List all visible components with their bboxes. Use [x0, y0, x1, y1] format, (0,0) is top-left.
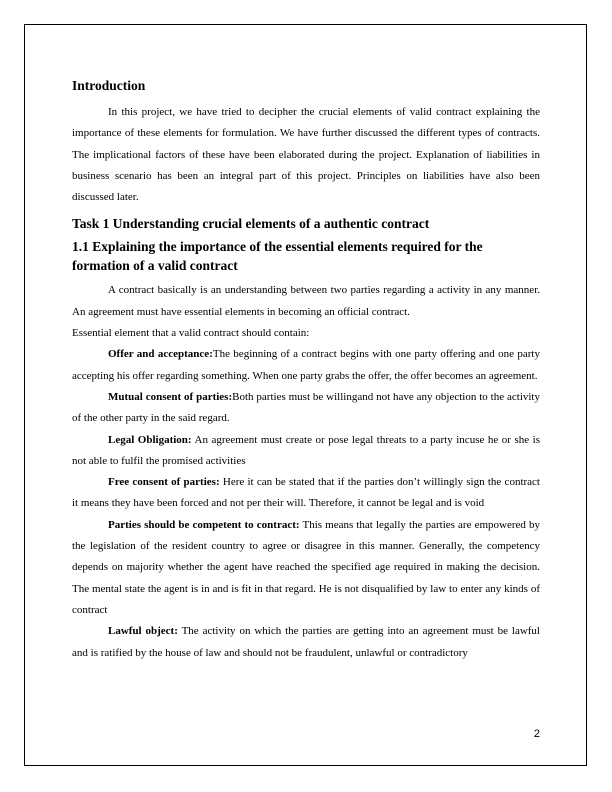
element-lead: Offer and acceptance:	[108, 348, 213, 361]
element-lawful-object	[72, 621, 540, 664]
element-text: An agreement must create or pose legal threats to a party incuse he or she is not able to fulfil the promised activities	[72, 433, 540, 467]
contract-definition-paragraph: A contract basically is an understanding between two parties regarding a activity in any manner. An agreement must have essential elements in becoming an official contract.	[72, 284, 540, 318]
element-free-consent	[72, 472, 540, 515]
elements-list-intro: Essential element that a valid contract should contain:	[72, 327, 310, 340]
element-competent-parties	[72, 515, 540, 621]
page-number: 2	[533, 728, 540, 740]
element-text: The beginning of a contract begins with one party offering and one party accepting his offer regarding something. When one party grabs the offer, the offer becomes an agreement.	[72, 348, 540, 382]
element-lead: Mutual consent of parties:	[108, 390, 233, 403]
element-text: This means that legally the parties are empowered by the legislation of the resident country to agree or disagree in this manner. Generally, the competency depends on majority whether the agent have reached the specified age required in making the decision. The mental state the agent is in and is fit in that regard. He is not disqualified by law to enter any kinds of contract	[72, 518, 541, 616]
element-text: Both parties must be willingand not have any objection to the activity of the other party in the said regard.	[72, 390, 540, 425]
document-body	[72, 76, 540, 664]
element-legal-obligation	[72, 430, 540, 473]
element-lead: Free consent of parties:	[108, 476, 220, 489]
element-lead: Lawful object:	[108, 625, 178, 638]
element-text: The activity on which the parties are getting into an agreement must be lawful and is ratified by the house of law and should not be fraudulent, unlawful or contradictory	[72, 625, 540, 659]
element-mutual-consent	[72, 387, 540, 430]
element-text: Here it can be stated that if the parties don’t willingly sign the contract it means they have been forced and not per their will. Therefore, it cannot be legal and is void	[72, 476, 540, 510]
element-offer-acceptance	[72, 344, 540, 387]
element-lead: Legal Obligation:	[108, 433, 192, 446]
task1-subheading: 1.1 Explaining the importance of the essential elements required for the formation of a valid contract	[72, 239, 483, 274]
introduction-paragraph: In this project, we have tried to decipher the crucial elements of valid contract explaining the importance of these elements for formulation. We have further discussed the different types of contracts. The implicational factors of these have been elaborated during the project. Explanation of liabilities in business scenario has been an integral part of this project. Principles on liabilities have also been discussed later.	[72, 106, 540, 204]
introduction-heading: Introduction	[72, 78, 146, 93]
task1-heading: Task 1 Understanding crucial elements of a authentic contract	[72, 216, 430, 232]
element-lead: Parties should be competent to contract:	[108, 518, 300, 531]
